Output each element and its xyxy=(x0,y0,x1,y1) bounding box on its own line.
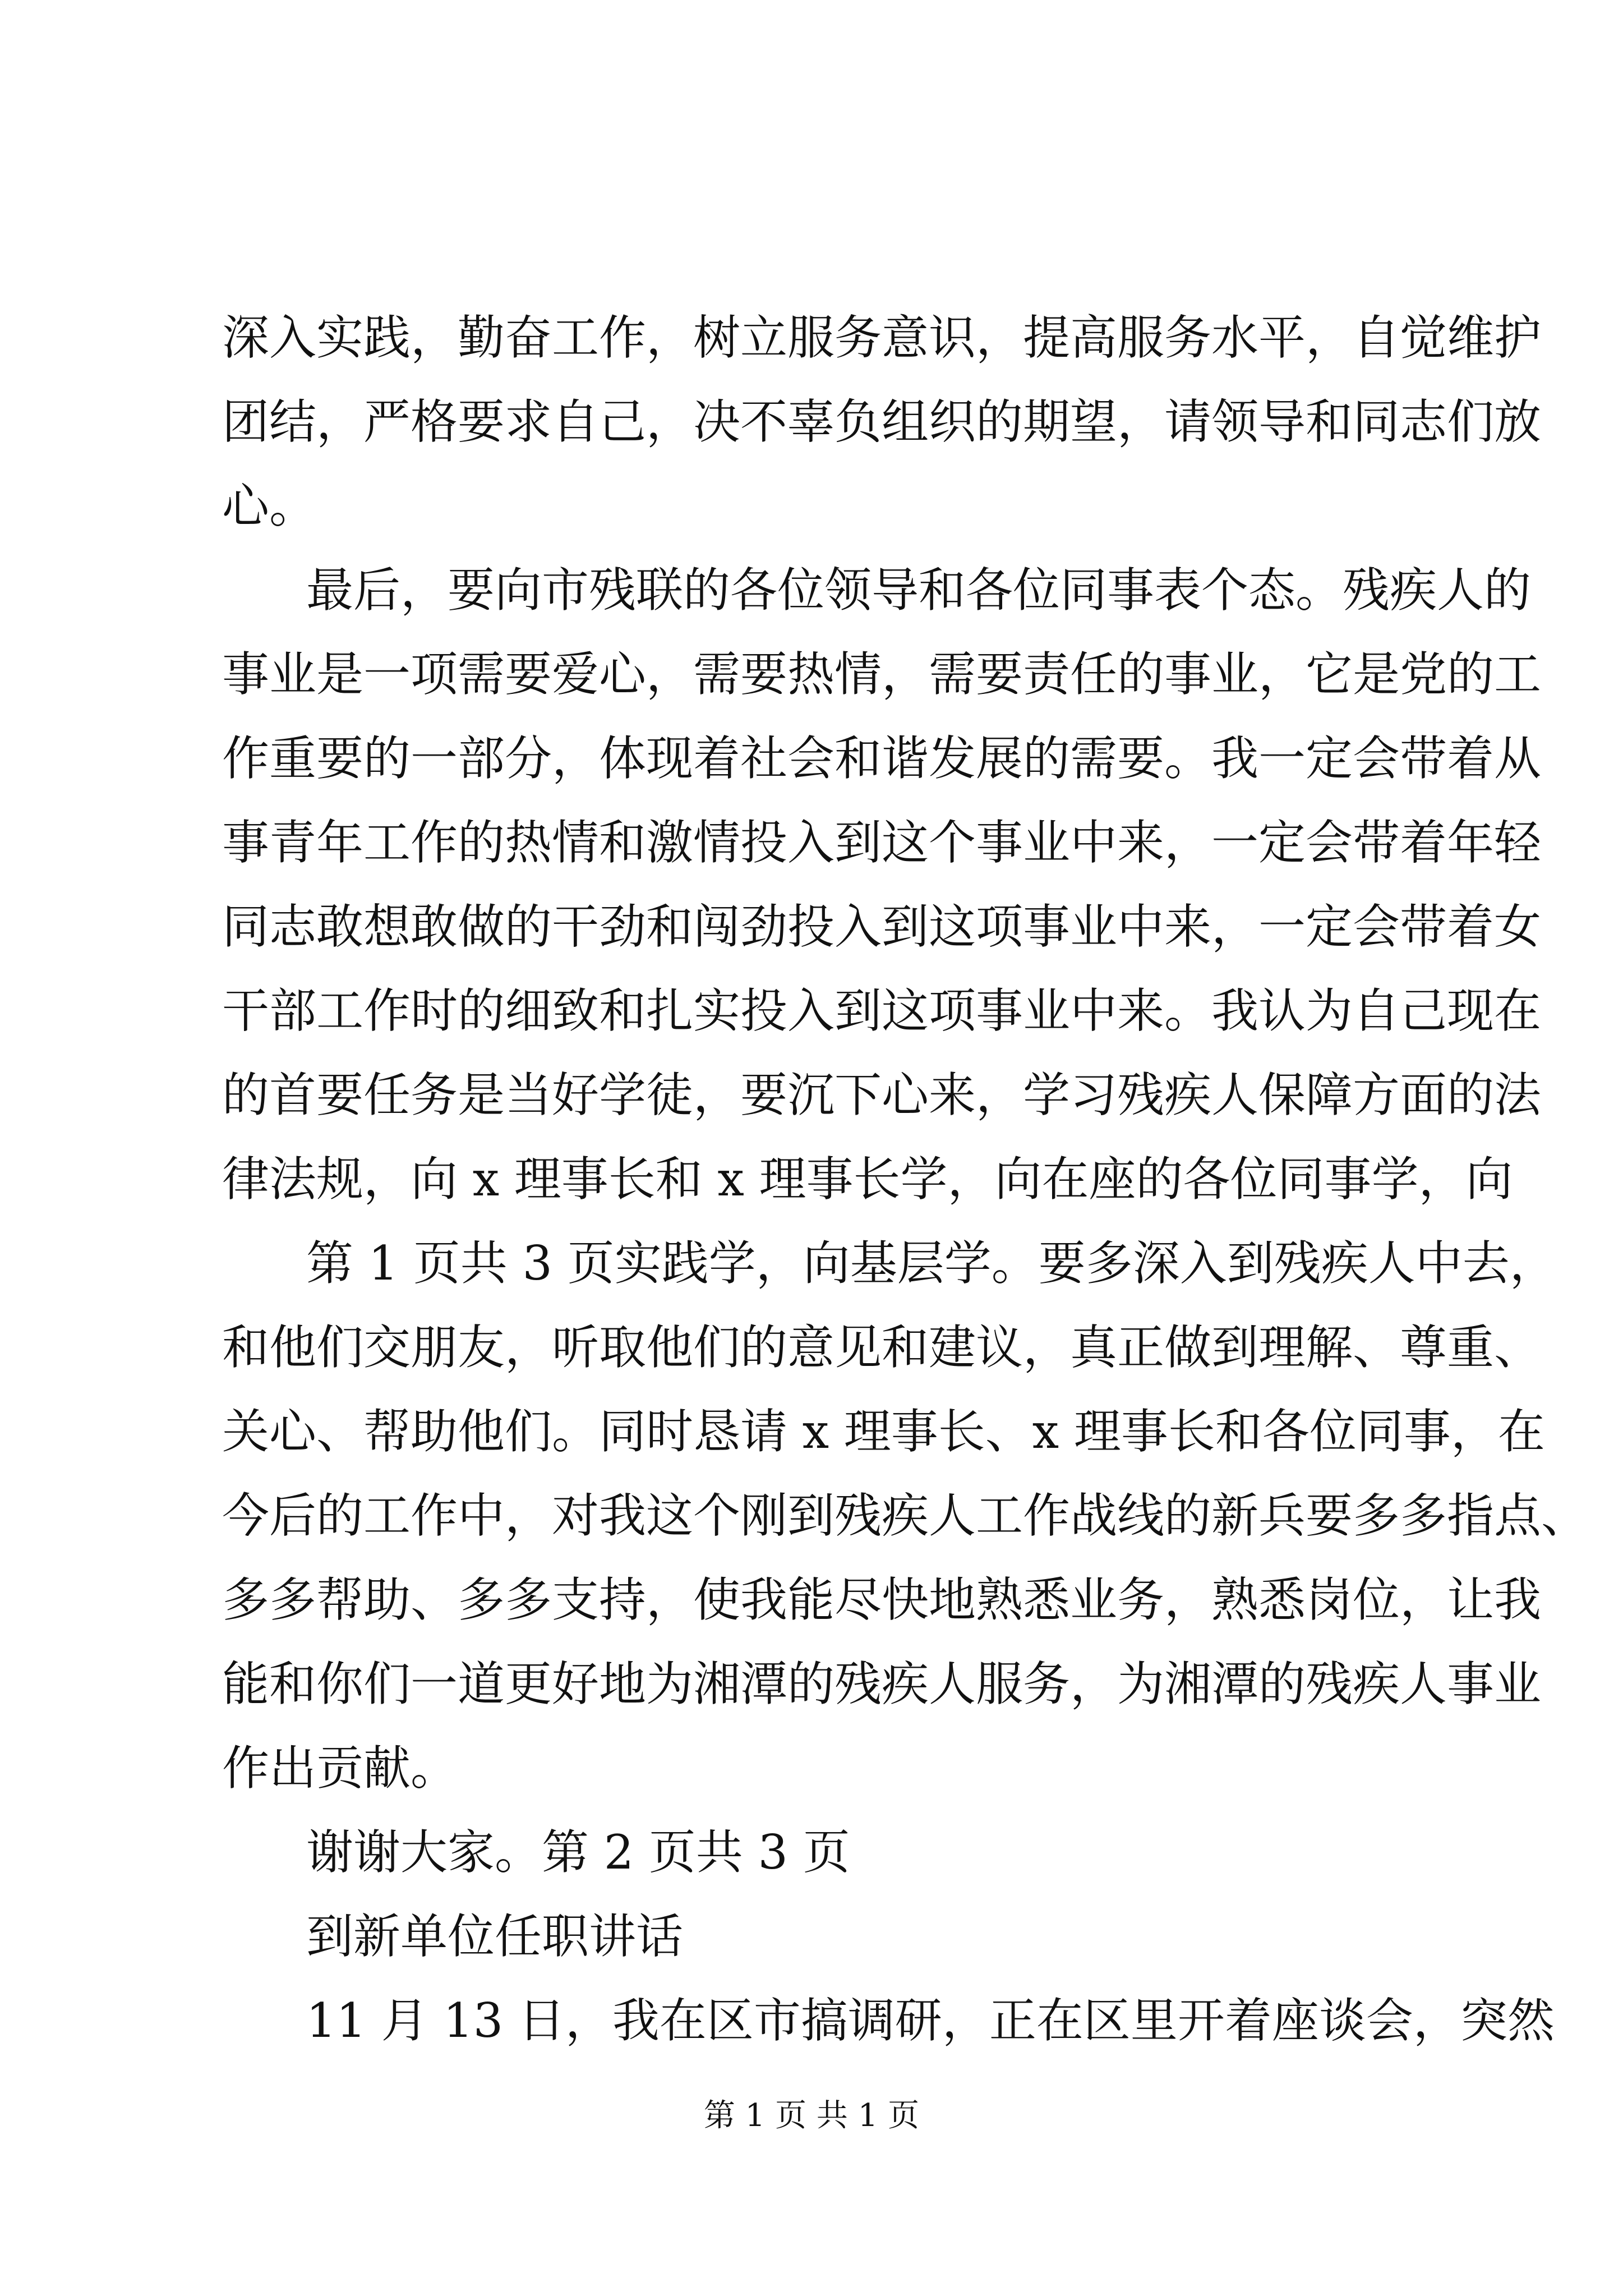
text-line: 作出贡献。 xyxy=(222,1741,458,1796)
paragraph-start-line: 谢谢大家。第 2 页共 3 页 xyxy=(306,1825,850,1880)
paragraph-start-line: 最后，要向市残联的各位领导和各位同事表个态。残疾人的 xyxy=(306,563,1532,618)
text-line: 能和你们一道更好地为湘潭的残疾人服务，为湘潭的残疾人事业 xyxy=(222,1657,1542,1711)
text-line: 律法规，向 x 理事长和 x 理事长学，向在座的各位同事学，向 xyxy=(222,1152,1513,1207)
paragraph-start-line: 第 1 页共 3 页实践学，向基层学。要多深入到残疾人中去， xyxy=(306,1236,1557,1291)
text-line: 和他们交朋友，听取他们的意见和建议，真正做到理解、尊重、 xyxy=(222,1320,1542,1375)
text-line: 同志敢想敢做的干劲和闯劲投入到这项事业中来，一定会带着女 xyxy=(222,899,1542,954)
paragraph-start-line: 11 月 13 日，我在区市搞调研，正在区里开着座谈会，突然 xyxy=(306,1993,1555,2048)
text-line: 多多帮助、多多支持，使我能尽快地熟悉业务，熟悉岗位，让我 xyxy=(222,1572,1542,1627)
text-line: 今后的工作中，对我这个刚到残疾人工作战线的新兵要多多指点、 xyxy=(222,1488,1589,1543)
text-line: 干部工作时的细致和扎实投入到这项事业中来。我认为自己现在 xyxy=(222,983,1542,1038)
text-line: 深入实践，勤奋工作，树立服务意识，提高服务水平，自觉维护 xyxy=(222,310,1542,365)
section-title: 到新单位任职讲话 xyxy=(306,1909,684,1964)
page-footer: 第 1 页 共 1 页 xyxy=(703,2097,920,2134)
text-line: 作重要的一部分，体现着社会和谐发展的需要。我一定会带着从 xyxy=(222,731,1542,786)
text-line: 事青年工作的热情和激情投入到这个事业中来，一定会带着年轻 xyxy=(222,815,1542,870)
text-line: 心。 xyxy=(222,478,317,533)
text-line: 关心、帮助他们。同时恳请 x 理事长、x 理事长和各位同事，在 xyxy=(222,1404,1545,1459)
text-line: 事业是一项需要爱心，需要热情，需要责任的事业，它是党的工 xyxy=(222,647,1542,702)
text-line: 团结，严格要求自己，决不辜负组织的期望，请领导和同志们放 xyxy=(222,394,1542,449)
text-line: 的首要任务是当好学徒，要沉下心来，学习残疾人保障方面的法 xyxy=(222,1068,1542,1122)
